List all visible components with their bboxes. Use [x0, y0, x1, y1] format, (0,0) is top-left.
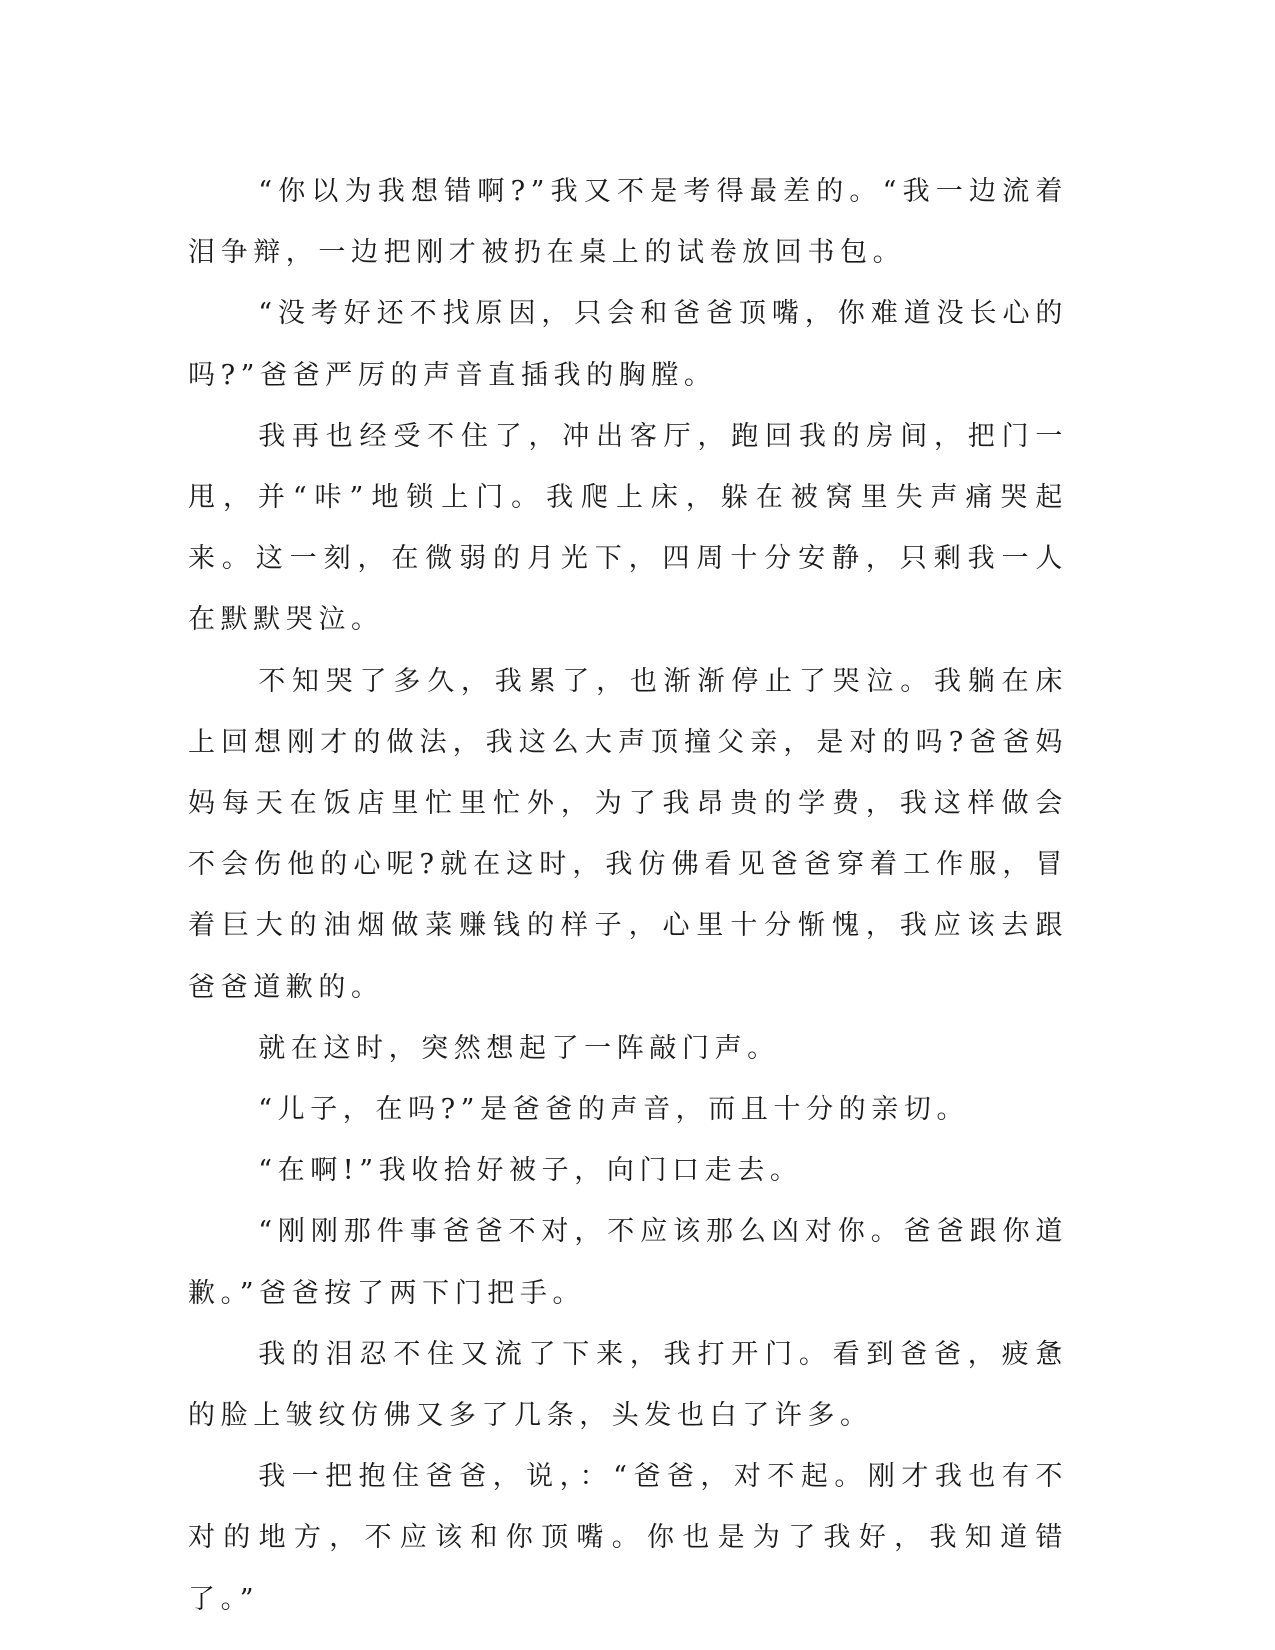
paragraph-6: “儿子，在吗?”是爸爸的声音，而且十分的亲切。: [258, 1094, 970, 1126]
document-body: [188, 161, 1068, 1630]
paragraph-10: 我一把抱住爸爸，说，：“爸爸，对不起。刚才我也有不对的地方，不应该和你顶嘴。你也是为了我好，我知道错了。”: [188, 1461, 1068, 1615]
paragraph-5: 就在这时，突然想起了一阵敲门声。: [258, 1032, 780, 1064]
paragraph-2: “没考好还不找原因，只会和爸爸顶嘴，你难道没长心的吗?”爸爸严厉的声音直插我的胸膛。: [188, 298, 1068, 391]
paragraph-4: 不知哭了多久，我累了，也渐渐停止了哭泣。我躺在床上回想刚才的做法，我这么大声顶撞父亲，是对的吗?爸爸妈妈每天在饭店里忙里忙外，为了我昂贵的学费，我这样做会不会伤他的心呢?就在这时，我仿佛看见爸爸穿着工作服，冒着巨大的油烟做菜赚钱的样子，心里十分惭愧，我应该去跟爸爸道歉的。: [188, 665, 1068, 1003]
paragraph-7: “在啊!”我收拾好被子，向门口走去。: [258, 1155, 803, 1187]
paragraph-8: “刚刚那件事爸爸不对，不应该那么凶对你。爸爸跟你道歉。”爸爸按了两下门把手。: [188, 1216, 1068, 1309]
paragraph-9: 我的泪忍不住又流了下来，我打开门。看到爸爸，疲惫的脸上皱纹仿佛又多了几条，头发也白了许多。: [188, 1338, 1068, 1432]
paragraph-1: “你以为我想错啊?”我又不是考得最差的。“我一边流着泪争辩，一边把刚才被扔在桌上的试卷放回书包。: [188, 176, 1068, 269]
paragraph-3: 我再也经受不住了，冲出客厅，跑回我的房间，把门一甩，并“咔”地锁上门。我爬上床，躲在被窝里失声痛哭起来。这一刻，在微弱的月光下，四周十分安静，只剩我一人在默默哭泣。: [188, 420, 1068, 636]
